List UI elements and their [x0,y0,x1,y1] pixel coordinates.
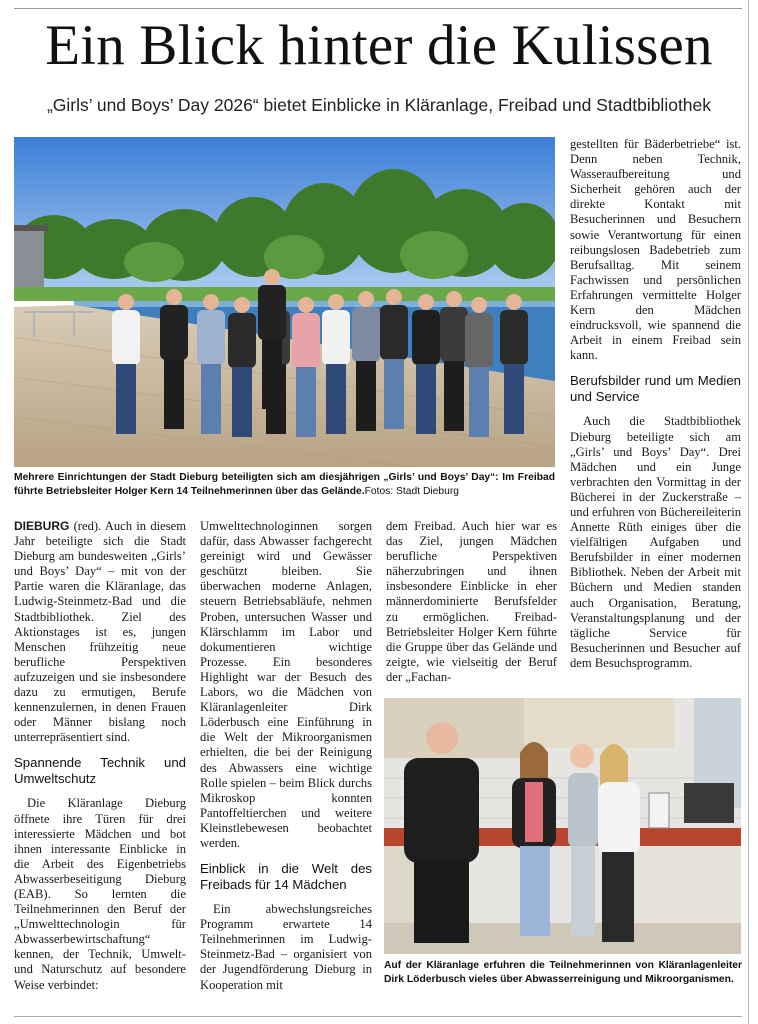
paragraph-klaeranlage: Die Kläranlage Dieburg öffnete ihre Türen für drei interessierte Mädchen und bot ihnen interessante Einblicke in die Arbeit des Eigenbetriebs Abwasserbeseitigung Dieburg (EAB). So lernten die Teilnehmerinnen den Beruf der „Umwelttechnologin für Abwasserbewirtschaftung“ kennen, der Technik, Umwelt- und Naturschutz auf besondere Weise verbindet: [14,796,186,992]
subheading-bibliothek: Berufsbilder rund um Medien und Service [570,373,741,405]
person-head [358,291,374,307]
person-head [386,289,402,305]
person-head [298,297,314,313]
person-head [203,294,219,310]
person-body [440,307,468,362]
bottom-rule [14,1016,742,1017]
person-head [264,269,280,285]
article-column-2 [200,519,372,993]
person-head [166,289,182,305]
person-body [258,285,286,340]
person-legs [296,367,316,437]
photo-freibad-group [14,137,555,467]
photo1-caption-text: Mehrere Einrichtungen der Stadt Dieburg beteiligten sich am diesjährigen „Girls’ und Boys’ Day“: Im Freibad führte Betriebsleiter Holger Kern 14 Teilnehmerinnen über das Gelände. [14,472,555,497]
person-legs [116,364,136,434]
paragraph-klaeranlage-cont: Umwelttechnologinnen sorgen dafür, dass Abwasser fachgerecht gereinigt wird und Gewässer geschützt bleiben. Sie überwachen moderne Anlagen, steuern Betriebsabläufe, nehmen Proben, untersuchen Wasser und Klärschlamm im Labor und dokumentieren wichtige Prozesse. Ein besonderes Highlight war der Besuch des Labors, wo die Mädchen von Kläranlagenleiter Dirk Löderbusch eine Einführung in die Welt der Mikroorganismen erhielten, die bei der Reinigung des Abwassers eine wichtige Rolle spielen – beim Blick durchs Mikroskop konnten Pantoffeltierchen und weitere Kleinstlebewesen beobachtet werden. [200,519,372,850]
person-body [160,305,188,360]
person-body [380,305,408,360]
article-column-1 [14,519,186,993]
person-legs [416,364,436,434]
person-legs [201,364,221,434]
article-column-3 [386,519,557,685]
person-head [328,294,344,310]
person-body [228,313,256,368]
person-legs [384,359,404,429]
paragraph-freibad: Ein abwechslungsreiches Programm erwartete 14 Teilnehmerinnen im Ludwig-Steinmetz-Bad – organisiert von der Jugendförderung Dieburg in Kooperation mit [200,902,372,992]
person-legs [356,361,376,431]
dateline: DIEBURG [14,519,70,533]
paragraph-bibliothek: Auch die Stadtbibliothek Dieburg beteiligte sich am „Girls’ und Boys’ Day“. Drei Mädchen und ein Junge verbrachten den Vormittag in der Bücherei in der Zuckerstraße – und erfuhren von Büchereileiterin Annette Rüth einiges über die vielfältigen Aufgaben und Berufsbilder in einer modernen Bibliothek. Neben der Arbeit mit Büchern und Medien standen auch Organisation, Beratung, Veranstaltungsplanung und der tägliche Service für Besucherinnen und Besucher auf dem Besuchsprogramm. [570,414,741,670]
person-body [292,313,320,368]
person-head [471,297,487,313]
photo-klaeranlage-labor [384,698,741,954]
person-legs [164,359,184,429]
subheadline: „Girls’ und Boys’ Day 2026“ bietet Einblicke in Kläranlage, Freibad und Stadtbibliothek [46,95,712,115]
person-legs [326,364,346,434]
photo-credit: Fotos: Stadt Dieburg [364,486,460,497]
person-head [418,294,434,310]
headline: Ein Blick hinter die Kulissen [45,14,713,77]
person-legs [504,364,524,434]
person-head [234,297,250,313]
person-body [465,313,493,368]
person-body [500,310,528,365]
right-edge-rule [748,0,749,1024]
person-body [197,310,225,365]
photo1-caption [14,471,555,499]
person-legs [469,367,489,437]
lead-paragraph: (red). Auch in diesem Jahr beteiligte sich die Stadt Dieburg am bundesweiten „Girls’ und Boys’ Day“ – mit von der Partie waren die Kläranlage, das Ludwig-Steinmetz-Bad und die Stadtbibliothek. Ziel des Aktionstages ist es, jungen Menschen frühzeitig neue berufliche Perspektiven aufzuzeigen und sie insbesondere dazu zu ermutigen, Berufe kennenzulernen, in denen Frauen oder Männer bislang noch unterrepräsentiert sind. [14,519,186,745]
person-legs [444,361,464,431]
person-head [506,294,522,310]
top-rule [14,8,742,9]
subheading-freibad: Einblick in die Welt des Freibads für 14 Mädchen [200,861,372,893]
paragraph-freibad-cont: dem Freibad. Auch hier war es das Ziel, jungen Mädchen berufliche Perspektiven näherzubringen und ihnen insbesondere Einblicke in eher männerdominierte Berufsfelder zu ermöglichen. Freibad-Betriebsleiter Holger Kern führte die Gruppe über das Gelände und zeigte, wie vielseitig der Beruf der „Fachan- [386,519,557,684]
person-head [118,294,134,310]
person-body [322,310,350,365]
paragraph-freibad-end: gestellten für Bäderbetriebe“ ist. Denn neben Technik, Wasseraufbereitung und Sicherheit gehören auch der direkte Kontakt mit Besucherinnen und Besuchern sowie Verantwortung für einen reibungslosen Badebetrieb zum Berufsalltag. Mit seinem Fachwissen und persönlichen Erfahrungen vermittelte Holger Kern den Mädchen eindrucksvoll, wie spannend die Arbeit in einem Freibad sein kann. [570,137,741,363]
person-body [112,310,140,365]
person-head [446,291,462,307]
photo2-caption: Auf der Kläranlage erfuhren die Teilnehmerinnen von Kläranlagenleiter Dirk Löderbusch vieles über Abwasserreinigung und Mikroorganismen. [384,960,742,985]
article-column-4 [570,137,741,671]
person-body [352,307,380,362]
person-body [412,310,440,365]
person-legs [232,367,252,437]
subheading-technik: Spannende Technik und Umweltschutz [14,755,186,787]
person-legs [262,339,282,409]
